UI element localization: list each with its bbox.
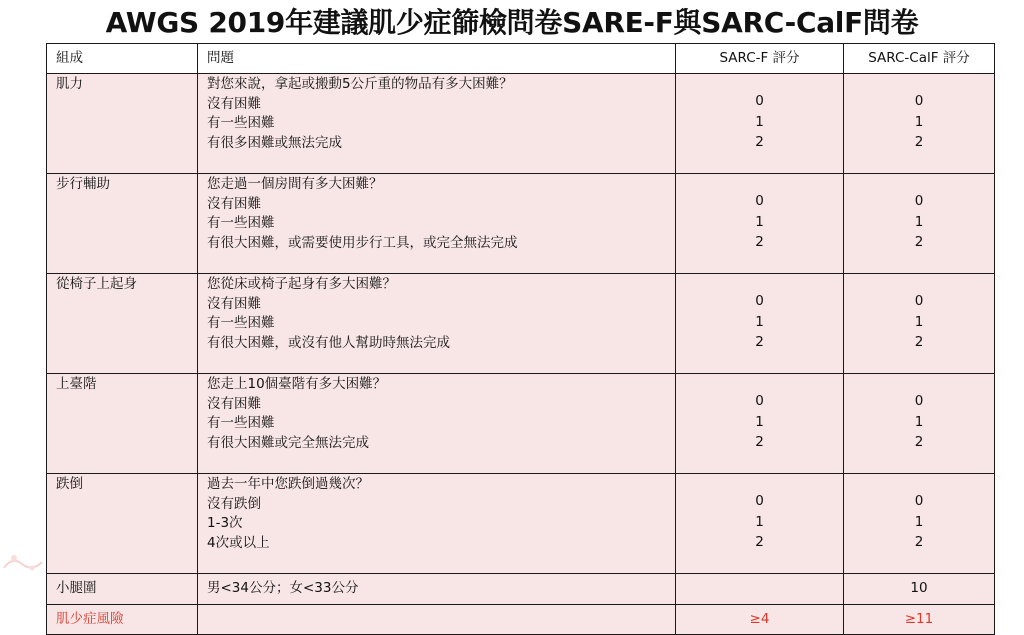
answer-option: 沒有困難: [207, 395, 261, 412]
answer-option: 沒有困難: [207, 295, 261, 312]
header-row: [47, 44, 995, 74]
header-sarccalf-score: SARC-CalF 評分: [844, 44, 995, 74]
sarccalf-score-value: 0: [914, 93, 924, 109]
question-text: 您從床或椅子起身有多大困難？: [207, 276, 396, 292]
sarcf-score-value: 2: [755, 534, 764, 550]
answer-option: 有很多困難或無法完成: [207, 134, 342, 151]
question-cell: [198, 274, 676, 374]
sarcf-score-cell: [676, 74, 844, 174]
sarccalf-score-cell: [844, 74, 995, 174]
answer-option: 有一些困難: [207, 215, 275, 232]
slide-title: AWGS 2019年建議肌少症篩檢問卷SARE-F與SARC-CalF問卷: [105, 6, 919, 39]
questionnaire-table: [46, 43, 995, 635]
calf-row: [47, 574, 995, 605]
sarcf-score-value: 1: [755, 213, 764, 230]
sarccalf-score-value: 2: [914, 434, 924, 450]
sarccalf-score-value: 0: [914, 193, 924, 209]
sarccalf-score-value: 1: [914, 413, 924, 430]
sarcf-score-value: 2: [755, 134, 764, 150]
calf-component-cell: 小腿圍: [47, 574, 198, 605]
header-component: 組成: [47, 44, 198, 74]
sarcf-score-value: 2: [755, 434, 764, 450]
sarcf-score-value: 2: [755, 234, 764, 250]
answer-option: 有很大困難，或沒有他人幫助時無法完成: [207, 334, 450, 351]
item-row: [47, 374, 995, 474]
sarccalf-score-value: 2: [914, 534, 924, 550]
sarcf-score-value: 1: [755, 513, 764, 530]
answer-option: 1-3次: [207, 515, 243, 532]
sarccalf-score-value: 1: [914, 513, 924, 530]
risk-empty-cell: [198, 605, 676, 635]
sarcf-score-value: 2: [755, 334, 764, 350]
sarcf-score-cell: [676, 374, 844, 474]
sarcf-score-cell: [676, 174, 844, 274]
sarccalf-score-value: 0: [914, 293, 924, 309]
decorative-ornament: [2, 548, 62, 574]
risk-row: [47, 605, 995, 635]
question-cell: [198, 474, 676, 574]
answer-option: 沒有跌倒: [207, 495, 261, 512]
answer-option: 沒有困難: [207, 95, 261, 112]
sarcf-score-value: 1: [755, 413, 764, 430]
answer-option: 有很大困難或完全無法完成: [207, 434, 369, 451]
question-cell: [198, 174, 676, 274]
component-cell: 從椅子上起身: [47, 274, 198, 374]
item-row: [47, 474, 995, 574]
sarccalf-score-value: 1: [914, 113, 924, 130]
calf-criteria-cell: 男<34公分；女<33公分: [198, 574, 676, 605]
sarcf-score-value: 0: [755, 193, 764, 209]
header-question: 問題: [198, 44, 676, 74]
sarccalf-score-value: 0: [914, 393, 924, 409]
calf-sarcf-cell: [676, 574, 844, 605]
sarccalf-score-cell: [844, 374, 995, 474]
sarccalf-score-cell: [844, 474, 995, 574]
question-text: 對您來說，拿起或搬動5公斤重的物品有多大困難？: [207, 76, 513, 92]
sarccalf-score-value: 1: [914, 213, 924, 230]
item-row: [47, 74, 995, 174]
question-text: 過去一年中您跌倒過幾次？: [207, 476, 369, 492]
sarcf-score-value: 1: [755, 113, 764, 130]
header-sarcf-score: SARC-F 評分: [676, 44, 844, 74]
sarccalf-score-value: 1: [914, 313, 924, 330]
risk-sarccalf-threshold: ≥11: [844, 605, 995, 635]
answer-option: 沒有困難: [207, 195, 261, 212]
component-cell: 上臺階: [47, 374, 198, 474]
sarccalf-score-value: 2: [914, 234, 924, 250]
sarccalf-score-cell: [844, 274, 995, 374]
component-cell: 肌力: [47, 74, 198, 174]
sarcf-score-value: 0: [755, 393, 764, 409]
sarccalf-score-value: 2: [914, 134, 924, 150]
sarcf-score-value: 1: [755, 313, 764, 330]
answer-option: 有很大困難，或需要使用步行工具，或完全無法完成: [207, 234, 518, 251]
question-cell: [198, 374, 676, 474]
answer-option: 有一些困難: [207, 115, 275, 132]
item-row: [47, 174, 995, 274]
sarcf-score-cell: [676, 474, 844, 574]
component-cell: 步行輔助: [47, 174, 198, 274]
sarcf-score-value: 0: [755, 493, 764, 509]
component-cell: 跌倒: [47, 474, 198, 574]
answer-option: 4次或以上: [207, 534, 270, 551]
sarcf-score-cell: [676, 274, 844, 374]
risk-component-cell: 肌少症風險: [47, 605, 198, 635]
answer-option: 有一些困難: [207, 415, 275, 432]
sarccalf-score-cell: [844, 174, 995, 274]
sarccalf-score-value: 0: [914, 493, 924, 509]
sarcf-score-value: 0: [755, 293, 764, 309]
calf-sarccalf-cell: 10: [844, 574, 995, 605]
question-cell: [198, 74, 676, 174]
sarcf-score-value: 0: [755, 93, 764, 109]
answer-option: 有一些困難: [207, 315, 275, 332]
question-text: 您走上10個臺階有多大困難？: [207, 376, 387, 392]
item-row: [47, 274, 995, 374]
sarccalf-score-value: 2: [914, 334, 924, 350]
risk-sarcf-threshold: ≥4: [676, 605, 844, 635]
question-text: 您走過一個房間有多大困難？: [207, 176, 383, 192]
